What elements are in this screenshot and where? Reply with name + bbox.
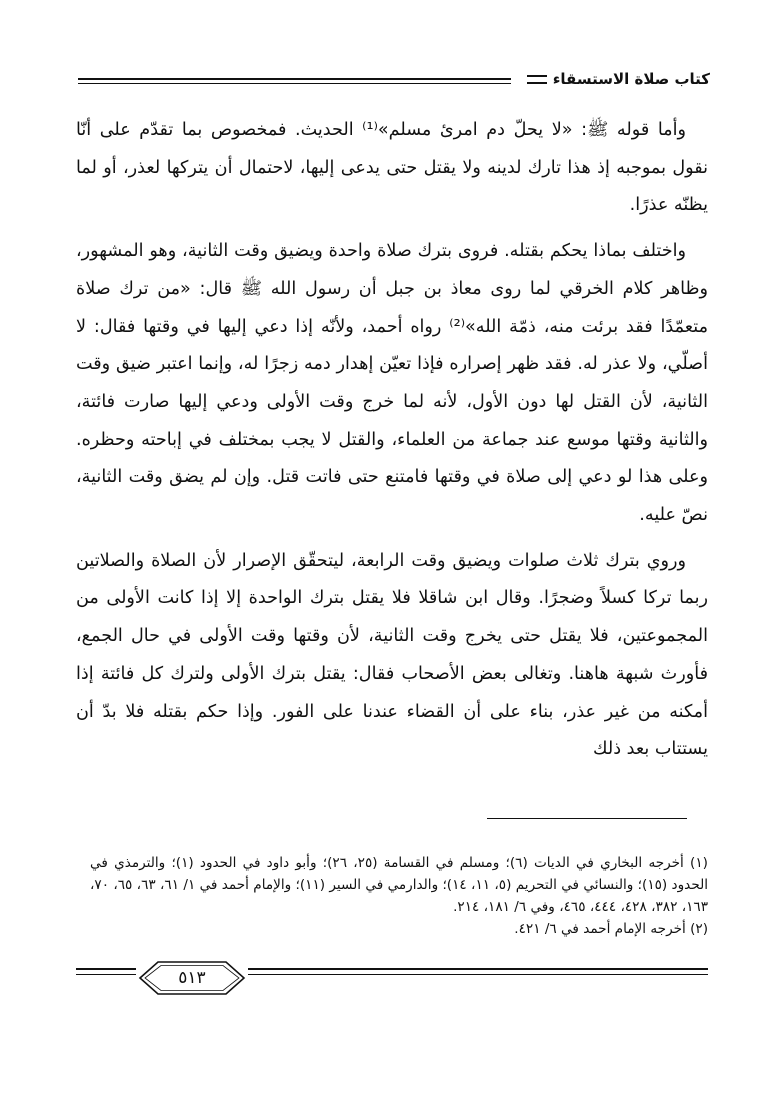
header-title <box>511 68 710 90</box>
footnotes <box>90 852 708 940</box>
paragraph-3: وروي بترك ثلاث صلوات ويضيق وقت الرابعة، ليتحقّق الإصرار لأن الصلاة والصلاتين ربما تركا كسلاً وضجرًا. وقال ابن شاقلا فلا يقتل بترك الواحدة إلا إذا كانت الأولى من المجموعتين، فلا يقتل حتى يخرج وقت الثانية، لأن وقتها وقت الأولى في حال الجمع، فأورث شبهة هاهنا. وتغالى بعض الأصحاب فقال: يقتل بترك الأولى ولترك كل فائتة إذا أمكنه من غير عذر، بناء على أن القضاء عندنا على الفور. وإذا حكم بقتله فلا بدّ أن يستتاب بعد ذلك <box>76 550 708 760</box>
header-title-text: كتاب صلاة الاستسقاء <box>552 70 710 88</box>
paragraph-2: واختلف بماذا يحكم بقتله. فروى بترك صلاة واحدة ويضيق وقت الثانية، وهو المشهور، وظاهر كلام الخرقي لما روى معاذ بن جبل أن رسول الله ﷺ قال: «من ترك صلاة متعمّدًا فقد برئت منه، ذمّة الله»⁽²⁾ رواه أحمد، ولأنّه إذا دعي إليها في وقتها فقال: لا أصلّي، ولا عذر له. فقد ظهر إصراره فإذا تعيّن إهدار دمه زجرًا له، وإنما اعتبر ضيق وقت الثانية، لأن القتل لها دون الأول، لأنه لما خرج وقت الأولى ودعي إليها صارت فائتة، والثانية وقتها موسع عند جماعة من العلماء، والقتل لا يجب بمختلف في إباحته وحظره. وعلى هذا لو دعي إلى صلاة في وقتها فامتنع حتى فاتت قتل. وإن لم يضق وقت الثانية، نصّ عليه. <box>76 241 708 526</box>
page-number: ٥١٣ <box>178 968 206 988</box>
page-number-frame <box>136 958 248 998</box>
footnote-separator <box>487 818 687 819</box>
footnote-2: (٢) أخرجه الإمام أحمد في ٦/ ٤٢١. <box>514 921 708 937</box>
header-rule <box>78 78 542 84</box>
footnote-1: (١) أخرجه البخاري في الديات (٦)؛ ومسلم في القسامة (٢٥، ٢٦)؛ وأبو داود في الحدود (١)؛ والترمذي في الحدود (١٥)؛ والنسائي في التحريم (٥، ١١، ١٤)؛ والدارمي في السير (١١)؛ والإمام أحمد في ١/ ٦١، ٦٣، ٦٥، ٧٠، ١٦٣، ٣٨٢، ٤٢٨، ٤٤٤، ٤٦٥، وفي ٦/ ١٨١، ٢١٤. <box>90 855 709 915</box>
header-ornament-icon <box>527 75 547 84</box>
paragraph-1: وأما قوله ﷺ: «لا يحلّ دم امرئ مسلم»⁽¹⁾ الحديث. فمخصوص بما تقدّم على أنّا نقول بموجبه إذ هذا تارك لدينه ولا يقتل حتى يدعى إليها، لاحتمال أن يتركها لعذر، أو لما يظنّه عذرًا. <box>76 120 708 216</box>
main-text <box>76 112 708 769</box>
running-header <box>78 68 710 92</box>
